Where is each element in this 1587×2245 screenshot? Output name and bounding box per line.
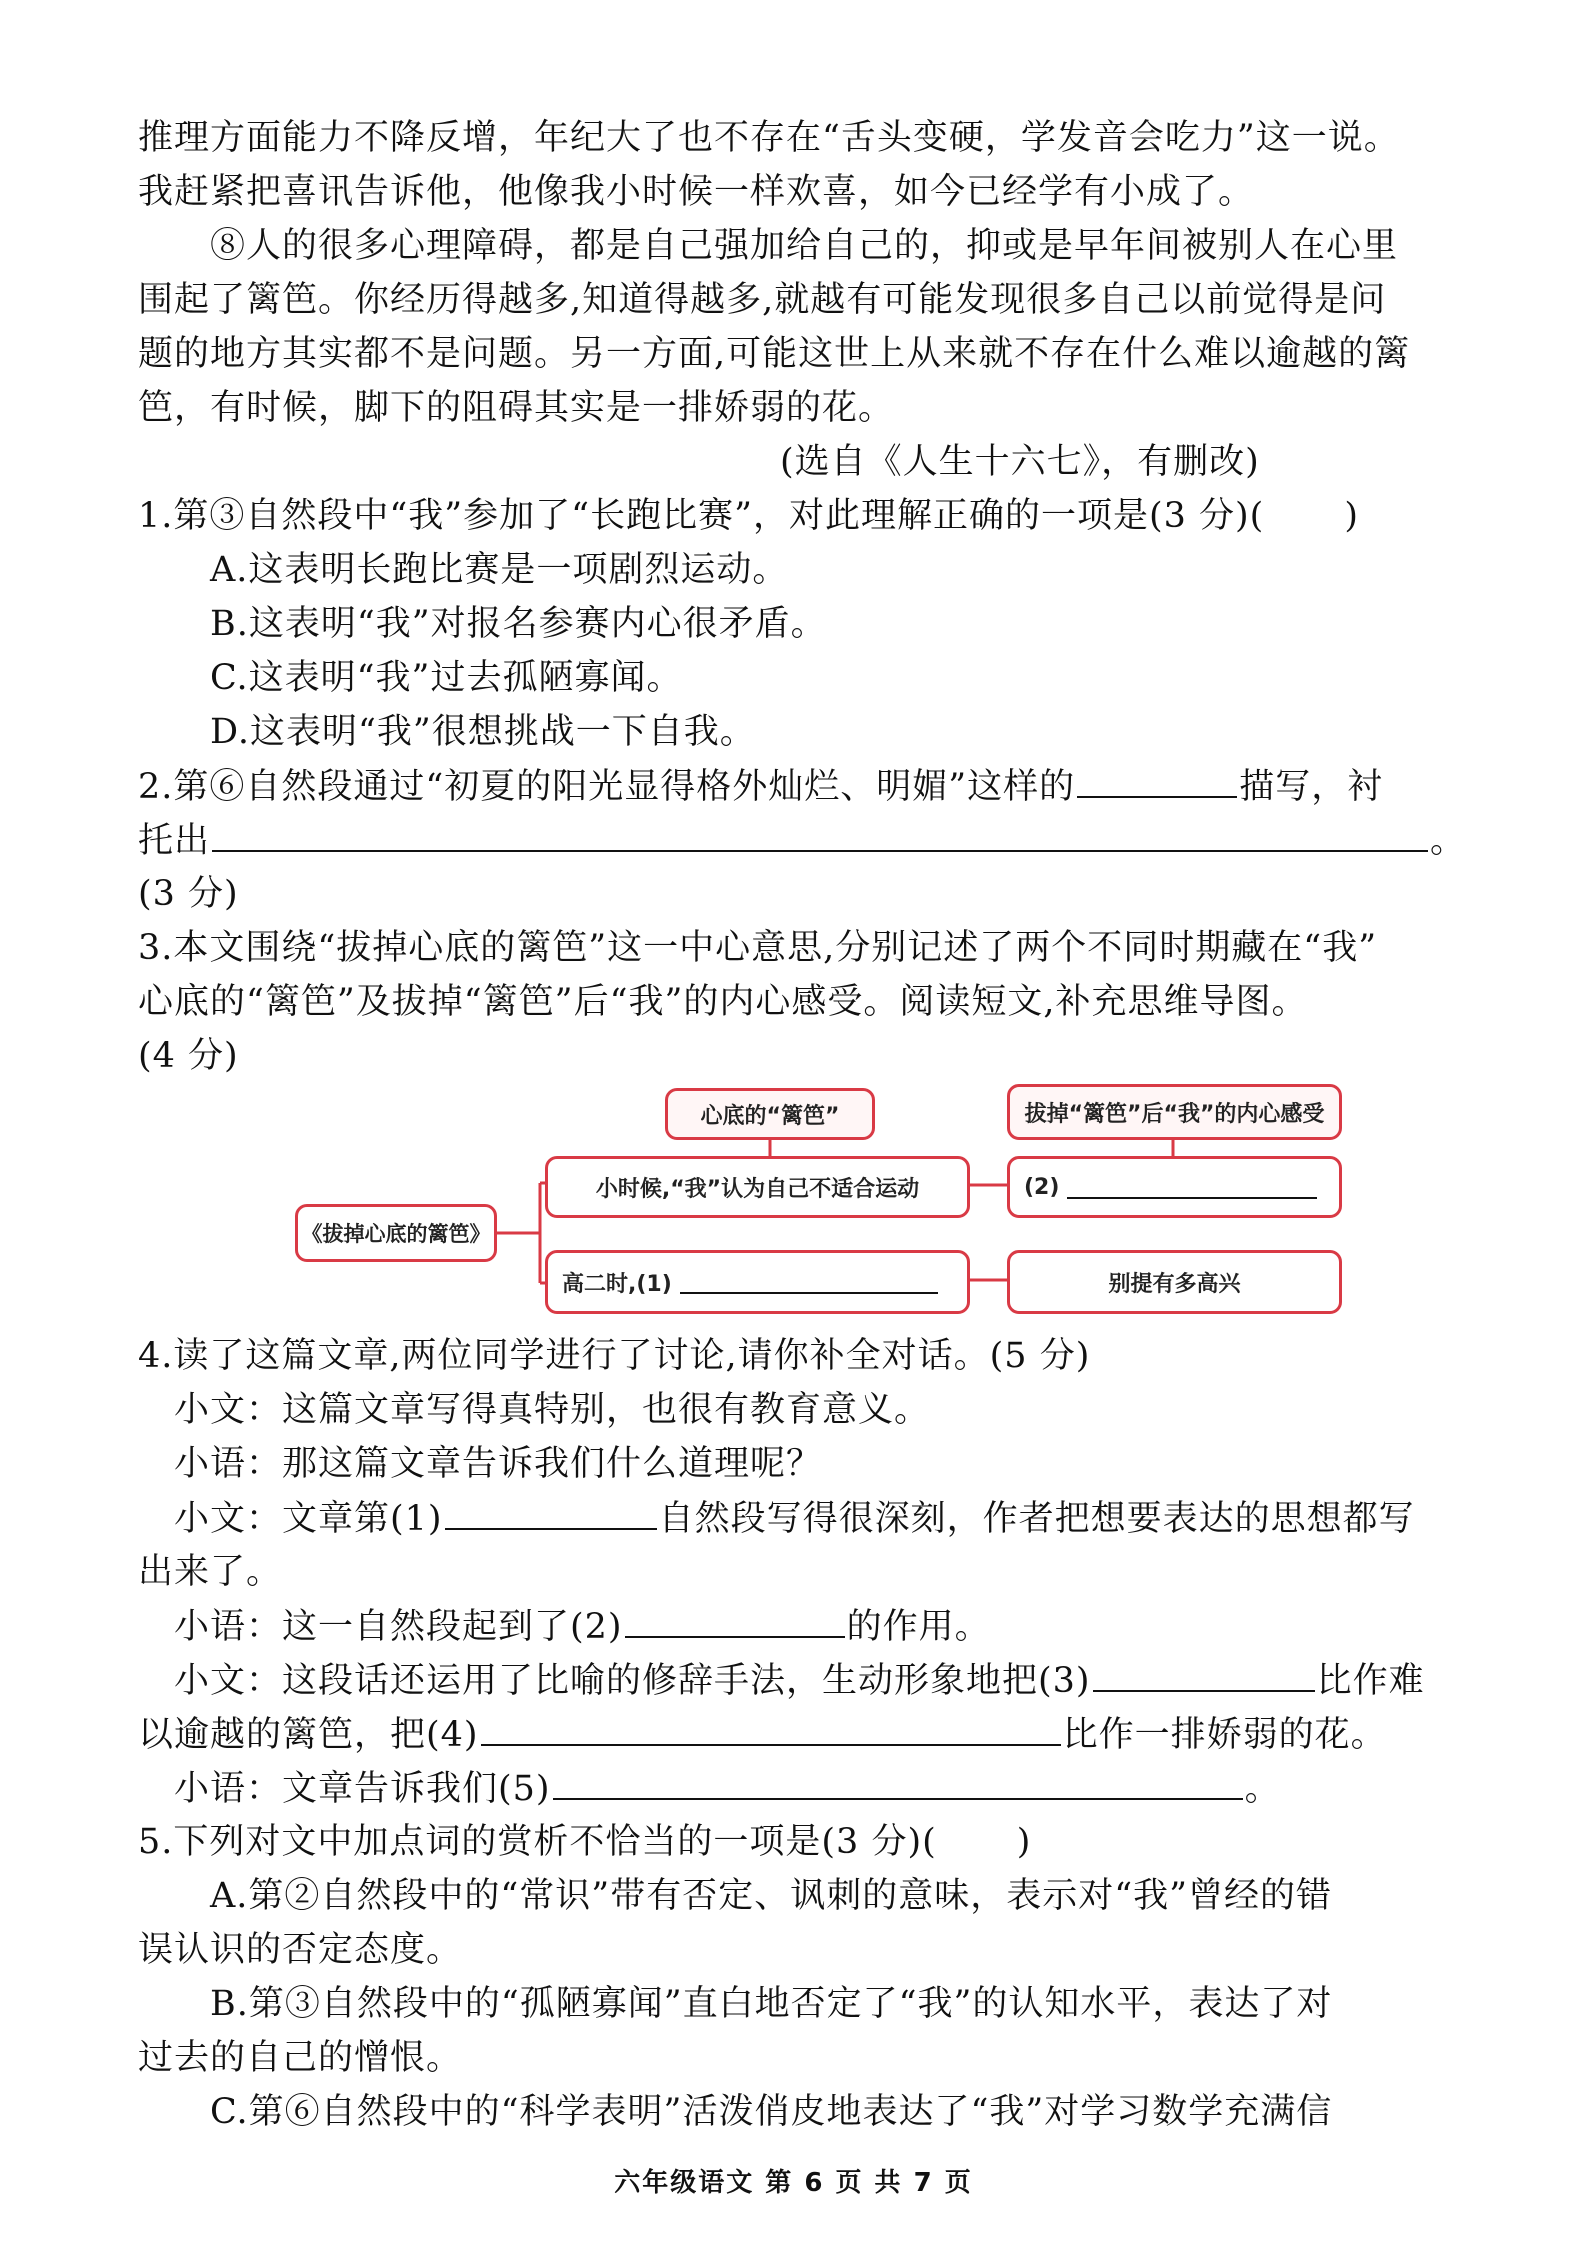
q1-option-b: B.这表明“我”对报名参赛内心很矛盾。 xyxy=(210,604,827,644)
q3-line-2: 心底的“篱笆”及拔掉“篱笆”后“我”的内心感受。阅读短文,补充思维导图。 xyxy=(138,982,1308,1022)
q4-blank-5[interactable] xyxy=(553,1762,1243,1800)
q2-part2: 描写，衬 xyxy=(1239,767,1384,807)
q4-d3a: 小文：文章第(1) xyxy=(174,1499,443,1539)
q1-option-d: D.这表明“我”很想挑战一下自我。 xyxy=(210,712,756,752)
q4-d6a: 小语：文章告诉我们(5) xyxy=(174,1769,551,1809)
q4-blank-1[interactable] xyxy=(445,1492,657,1530)
mind-map xyxy=(285,1078,1350,1323)
q4-blank-2[interactable] xyxy=(625,1600,845,1638)
q4-d5a: 小文：这段话还运用了比喻的修辞手法，生动形象地把(3) xyxy=(174,1661,1091,1701)
q4-dialog-5 xyxy=(174,1654,1459,1707)
q3-line-1: 3.本文围绕“拔掉心底的篱笆”这一中心意思,分别记述了两个不同时期藏在“我” xyxy=(138,928,1378,968)
q2-part1: 2.第⑥自然段通过“初夏的阳光显得格外灿烂、明媚”这样的 xyxy=(138,767,1076,807)
passage-line-1: 推理方面能力不降反增，年纪大了也不存在“舌头变硬，学发音会吃力”这一说。 xyxy=(138,118,1400,158)
passage-source: (选自《人生十六七》，有删改) xyxy=(780,442,1260,482)
q1-option-a: A.这表明长跑比赛是一项剧烈运动。 xyxy=(210,550,789,590)
q5-close: ) xyxy=(1016,1822,1032,1862)
q4-d4b: 的作用。 xyxy=(846,1607,991,1647)
q4-d6b: 。 xyxy=(1244,1769,1281,1809)
para8-line-2: 围起了篱笆。你经历得越多,知道得越多,就越有可能发现很多自己以前觉得是问 xyxy=(138,280,1387,320)
q4-dialog-1: 小文：这篇文章写得真特别，也很有教育意义。 xyxy=(174,1390,931,1430)
para8-line-4: 笆，有时候，脚下的阻碍其实是一排娇弱的花。 xyxy=(138,388,895,428)
q1-close: ) xyxy=(1344,496,1359,536)
q2-score: (3 分) xyxy=(138,874,239,914)
q1-stem xyxy=(138,490,1459,542)
q4-blank-4[interactable] xyxy=(481,1708,1061,1746)
q5-stem-text: 5.下列对文中加点词的赏析不恰当的一项是(3 分)( xyxy=(138,1822,937,1862)
q1-option-c: C.这表明“我”过去孤陋寡闻。 xyxy=(210,658,683,698)
para8-line-3: 题的地方其实都不是问题。另一方面,可能这世上从来就不存在什么难以逾越的篱 xyxy=(138,334,1411,374)
q4-d5b: 比作难 xyxy=(1316,1661,1425,1701)
mind-map-row1-right-label: (2) xyxy=(1024,1174,1060,1200)
q2-blank-2[interactable] xyxy=(212,814,1428,852)
q2-line-1 xyxy=(138,760,1459,813)
q4-stem: 4.读了这篇文章,两位同学进行了讨论,请你补全对话。(5 分) xyxy=(138,1336,1091,1376)
q4-dialog-5-cont xyxy=(138,1708,1459,1761)
q4-dialog-6 xyxy=(174,1762,1459,1815)
q4-dialog-2: 小语：那这篇文章告诉我们什么道理呢？ xyxy=(174,1444,823,1484)
q4-d3c: 出来了。 xyxy=(138,1552,283,1592)
mind-map-blank-1[interactable] xyxy=(680,1270,938,1294)
q1-stem-text: 1.第③自然段中“我”参加了“长跑比赛”，对此理解正确的一项是(3 分)( xyxy=(138,496,1265,536)
mind-map-header-right: 拔掉“篱笆”后“我”的内心感受 xyxy=(1007,1084,1342,1140)
q4-dialog-3 xyxy=(174,1492,1459,1545)
q5-option-a-1: A.第②自然段中的“常识”带有否定、讽刺的意味，表示对“我”曾经的错 xyxy=(210,1876,1332,1916)
q5-option-a-2: 误认识的否定态度。 xyxy=(138,1930,463,1970)
q2-part3: 托出 xyxy=(138,821,211,861)
q4-d5d: 比作一排娇弱的花。 xyxy=(1062,1715,1387,1755)
q5-option-c-1: C.第⑥自然段中的“科学表明”活泼俏皮地表达了“我”对学习数学充满信 xyxy=(210,2092,1333,2132)
q5-stem xyxy=(138,1816,1459,1868)
mind-map-row2-left-label: 高二时,(1) xyxy=(562,1271,672,1297)
q5-option-b-2: 过去的自己的憎恨。 xyxy=(138,2038,463,2078)
q2-end: 。 xyxy=(1430,821,1467,861)
q3-score: (4 分) xyxy=(138,1036,239,1076)
q4-d4a: 小语：这一自然段起到了(2) xyxy=(174,1607,623,1647)
q2-line-2 xyxy=(138,814,1467,867)
page-footer: 六年级语文 第 6 页 共 7 页 xyxy=(614,2168,973,2198)
para8-line-1: ⑧人的很多心理障碍，都是自己强加给自己的，抑或是早年间被别人在心里 xyxy=(210,226,1399,266)
mind-map-row1-right xyxy=(1007,1156,1342,1218)
passage-line-2: 我赶紧把喜讯告诉他，他像我小时候一样欢喜，如今已经学有小成了。 xyxy=(138,172,1255,212)
q4-d3b: 自然段写得很深刻，作者把想要表达的思想都写 xyxy=(658,1499,1415,1539)
mind-map-root: 《拔掉心底的篱笆》 xyxy=(295,1204,497,1262)
q4-dialog-4 xyxy=(174,1600,1459,1653)
mind-map-header-left: 心底的“篱笆” xyxy=(665,1088,875,1140)
mind-map-row2-left xyxy=(545,1250,970,1314)
mind-map-blank-2[interactable] xyxy=(1067,1175,1317,1199)
q5-option-b-1: B.第③自然段中的“孤陋寡闻”直白地否定了“我”的认知水平，表达了对 xyxy=(210,1984,1333,2024)
q4-blank-3[interactable] xyxy=(1093,1654,1315,1692)
q4-d5c: 以逾越的篱笆，把(4) xyxy=(138,1715,479,1755)
mind-map-row1-left: 小时候,“我”认为自己不适合运动 xyxy=(545,1156,970,1218)
mind-map-row2-right: 别提有多高兴 xyxy=(1007,1250,1342,1314)
q2-blank-1[interactable] xyxy=(1077,760,1237,798)
